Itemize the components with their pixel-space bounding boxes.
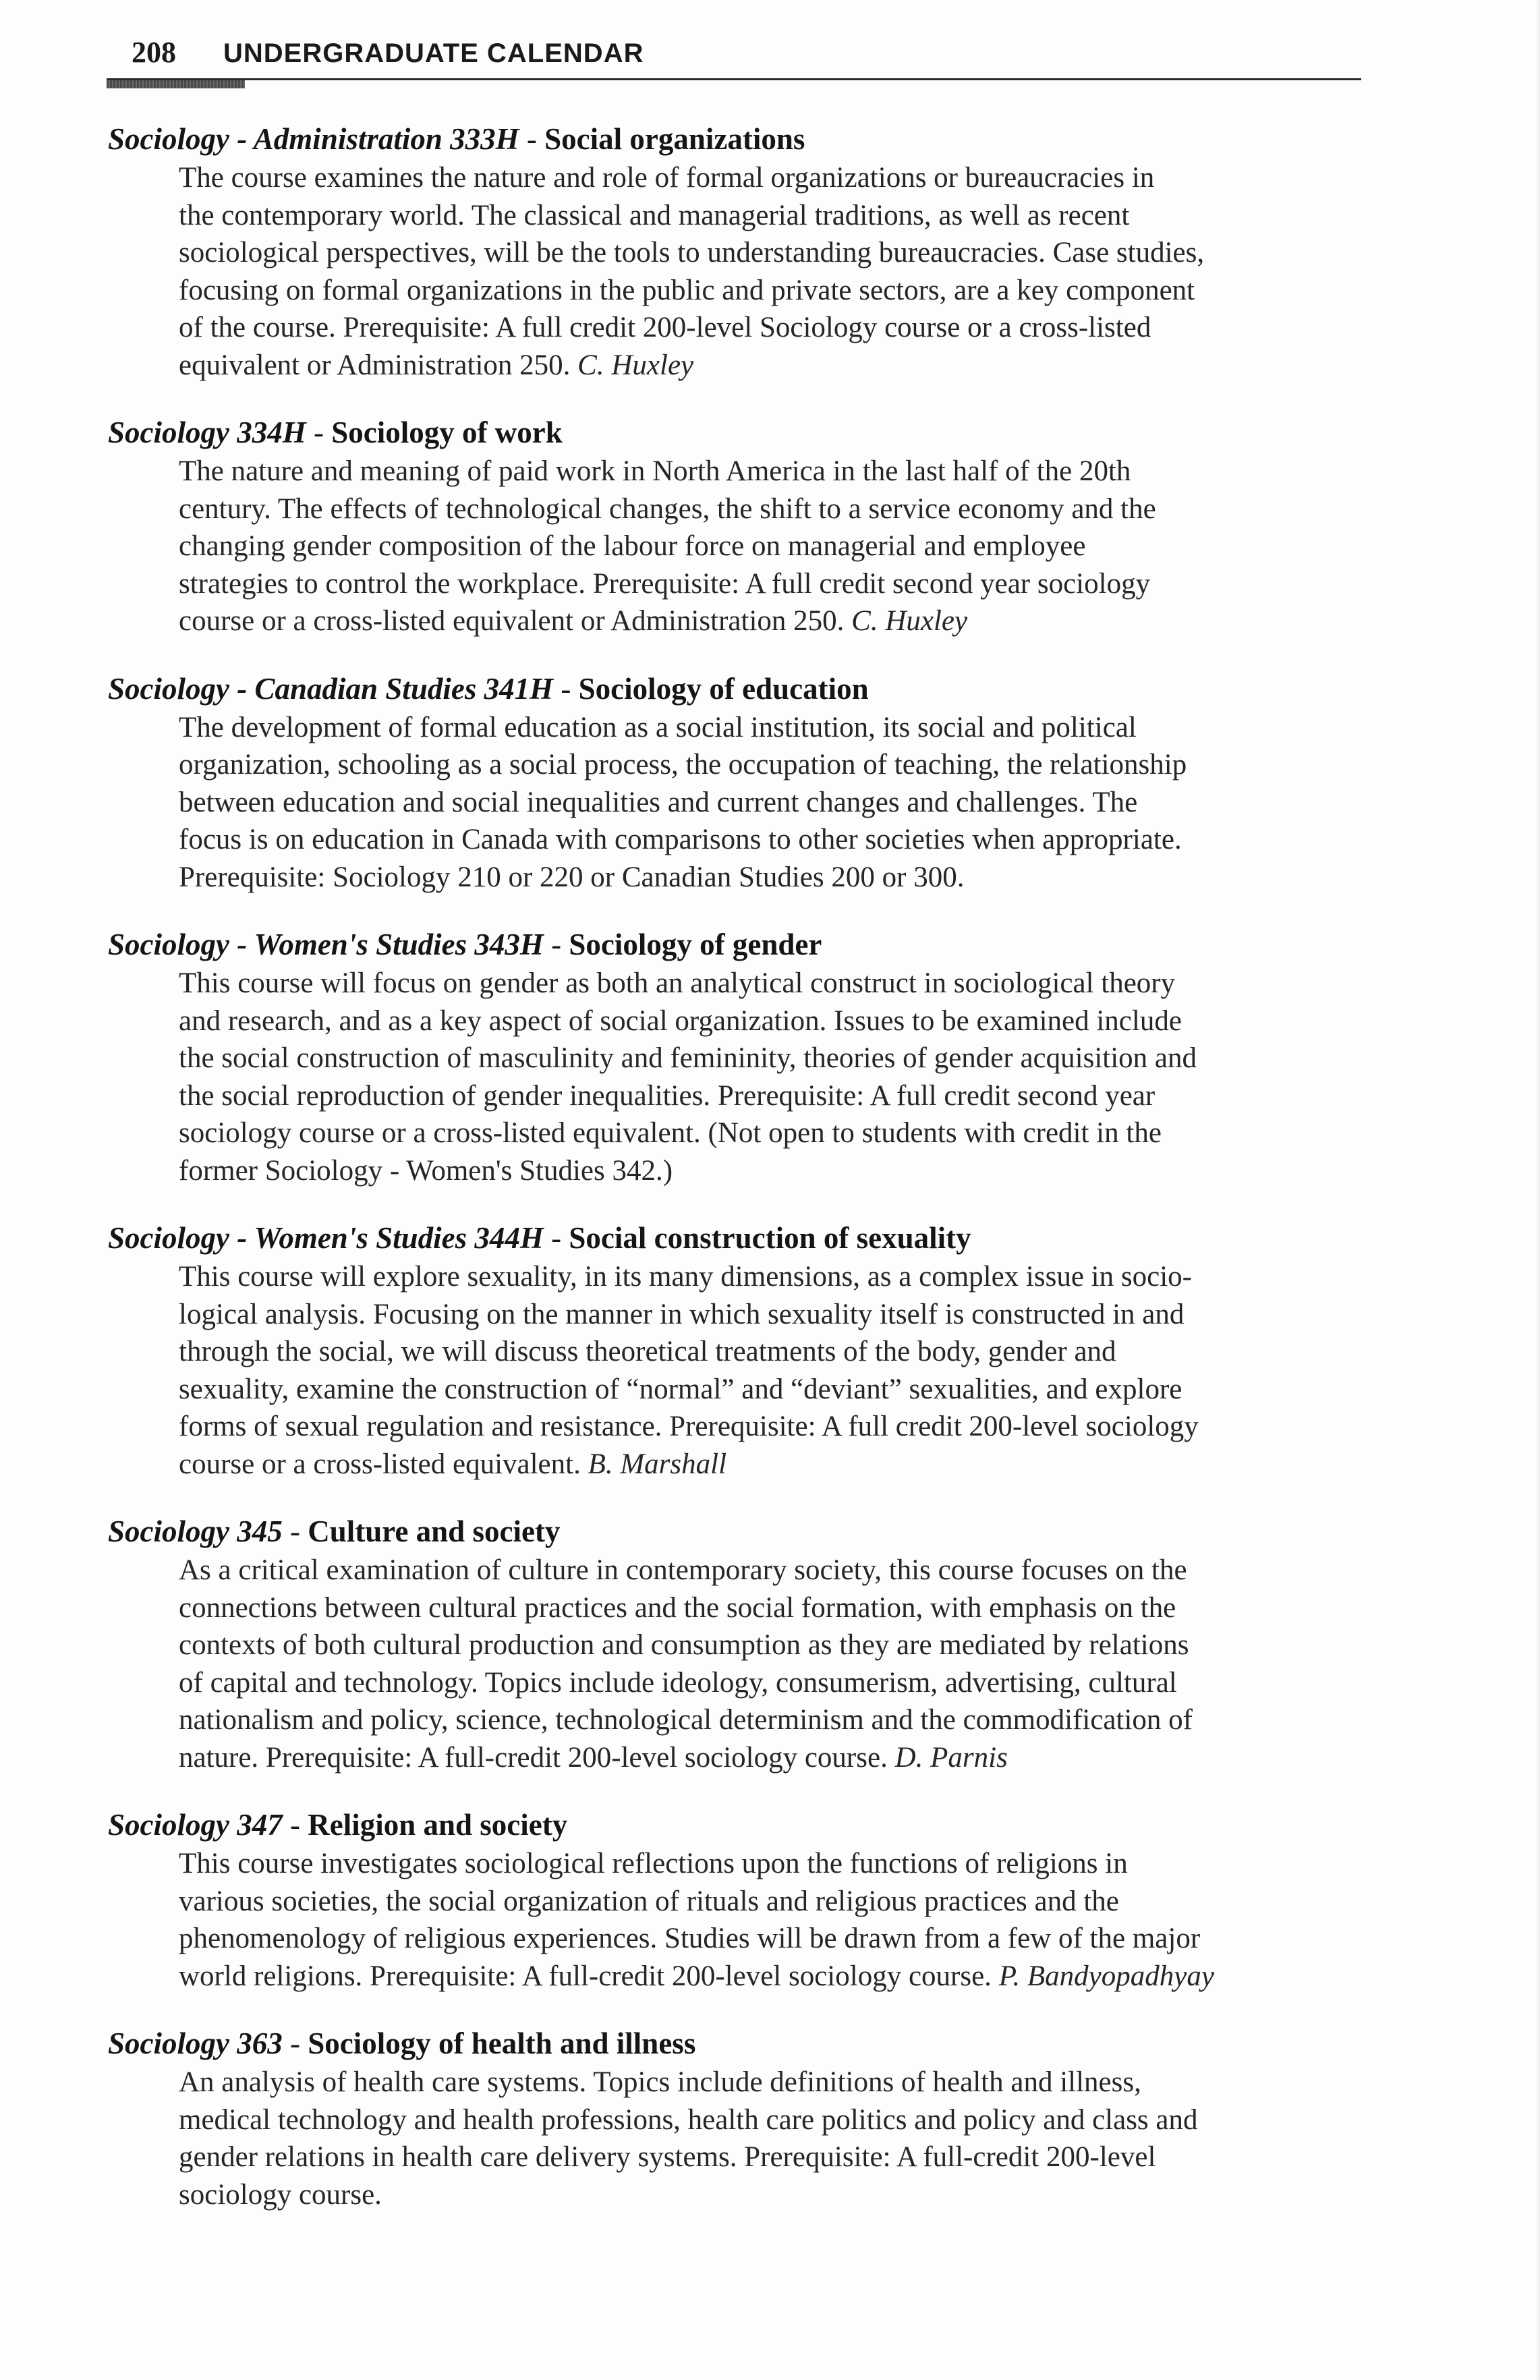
description-text: As a critical examination of culture in contemporary society, this course focuses on the connections between cultural practices and the social formation, with emphasis on the contexts of both cultural production and consumption as they are mediated by relations of capital and technology. Topics include ideology, consumerism, advertising, cultural nationalism and policy, science, technological determinism and the commodification of nature. Prerequisite: A full-credit 200-level sociology course. [179,1554,1193,1774]
description-text: This course will focus on gender as both an analytical construct in sociological theory and research, and as a key aspect of social organization. Issues to be examined include the social construction of masculinity and femininity, theories of gender acquisition and the social reproduction of gender inequalities. Prerequisite: A full credit second year sociology course or a cross-listed equivalent. (Not open to students with credit in the former Sociology - Women's Studies 342.) [179,967,1197,1187]
course-description [179,709,1386,897]
course-entry [108,924,1376,1189]
course-description [179,965,1386,1189]
course-code: Sociology 345 [108,1514,283,1548]
description-text: The course examines the nature and role of formal organizations or bureaucracies in the contemporary world. The classical and managerial traditions, as well as recent sociological perspectives, will be the tools to understanding bureaucracies. Case studies, focusing on formal organizations in the public and private sectors, are a key component of the course. Prerequisite: A full credit 200-level Sociology course or a cross-listed equivalent or Administration 250. [179,162,1205,381]
course-entry [108,1511,1376,1776]
course-name: Sociology of gender [569,928,822,961]
description-text: This course investigates sociological reflections upon the functions of religions in various societies, the social organization of rituals and religious practices and the phenomenology of religious experiences. Studies will be drawn from a few of the major world religions. Prerequisite: A full-credit 200-level sociology course. [179,1848,1201,1992]
instructor: C. Huxley [577,349,694,381]
course-heading [108,119,1376,159]
course-list [108,119,1376,2242]
course-heading [108,924,1376,965]
course-separator: - [282,1514,308,1548]
course-description [179,1845,1386,1995]
page-header [132,35,644,76]
course-code: Sociology - Canadian Studies 341H [108,671,554,706]
course-description [179,159,1386,384]
course-name: Social organizations [544,122,805,156]
course-name: Social construction of sexuality [569,1221,971,1255]
course-heading [108,2023,1376,2064]
course-description [179,2064,1386,2213]
description-text: This course will explore sexuality, in its many dimensions, as a complex issue in socio- logical analysis. Focusing on the manner in which sexuality itself is constructed in and through the social, we will discuss theoretical treatments of the body, gender and sexuality, examine the construction of “normal” and “deviant” sexualities, and explore forms of sexual regulation and resistance. Prerequisite: A full credit 200-level sociology course or a cross-listed equivalent. [179,1261,1199,1480]
course-name: Sociology of health and illness [308,2027,696,2060]
page-edge-shadow [1536,0,1540,2380]
course-entry [108,119,1376,384]
course-heading [108,1218,1376,1258]
course-separator: - [306,416,332,449]
running-title: UNDERGRADUATE CALENDAR [223,38,644,68]
course-separator: - [553,671,579,706]
description-text: The development of formal education as a social institution, its social and political organization, schooling as a social process, the occupation of teaching, the relationship between education and social inequalities and current changes and challenges. The focus is on education in Canada with comparisons to other societies when appropriate. Prerequisite: Sociology 210 or 220 or Canadian Studies 200 or 300. [179,711,1187,893]
course-name: Sociology of work [331,416,563,449]
course-heading [108,669,1376,709]
description-text: An analysis of health care systems. Topics include definitions of health and illness, medical technology and health professions, health care politics and policy and class and gender relations in health care delivery systems. Prerequisite: A full-credit 200-level sociology course. [179,2066,1198,2211]
course-code: Sociology 347 [108,1808,283,1842]
instructor: B. Marshall [588,1448,727,1480]
course-heading [108,1805,1376,1845]
course-description [179,453,1386,640]
course-entry [108,2023,1376,2213]
course-code: Sociology 363 [108,2027,283,2060]
instructor: P. Bandyopadhyay [998,1960,1214,1992]
course-code: Sociology - Administration 333H [108,122,519,156]
description-text: The nature and meaning of paid work in North America in the last half of the 20th century. The effects of technological changes, the shift to a service economy and the changing gender composition of the labour force on managerial and employee strategies to control the workplace. Prerequisite: A full credit second year sociology course or a cross-listed equivalent or Administration 250. [179,455,1156,637]
instructor: D. Parnis [894,1741,1008,1774]
header-rule-accent [107,80,245,88]
course-separator: - [282,1808,308,1842]
course-name: Sociology of education [578,671,869,706]
course-name: Culture and society [308,1514,561,1548]
instructor: C. Huxley [851,605,968,637]
course-entry [108,1805,1376,1995]
course-code: Sociology - Women's Studies 344H [108,1221,544,1255]
course-entry [108,412,1376,640]
course-separator: - [519,122,545,156]
course-description [179,1552,1386,1776]
course-separator: - [543,928,569,961]
course-separator: - [282,2027,308,2060]
course-code: Sociology 334H [108,416,306,449]
course-heading [108,412,1376,453]
course-description [179,1258,1386,1483]
course-separator: - [543,1221,569,1255]
course-code: Sociology - Women's Studies 343H [108,928,544,961]
course-entry [108,669,1376,897]
course-name: Religion and society [308,1808,568,1842]
page-number: 208 [132,36,176,69]
course-entry [108,1218,1376,1483]
course-heading [108,1511,1376,1552]
header-rule [107,78,1361,80]
